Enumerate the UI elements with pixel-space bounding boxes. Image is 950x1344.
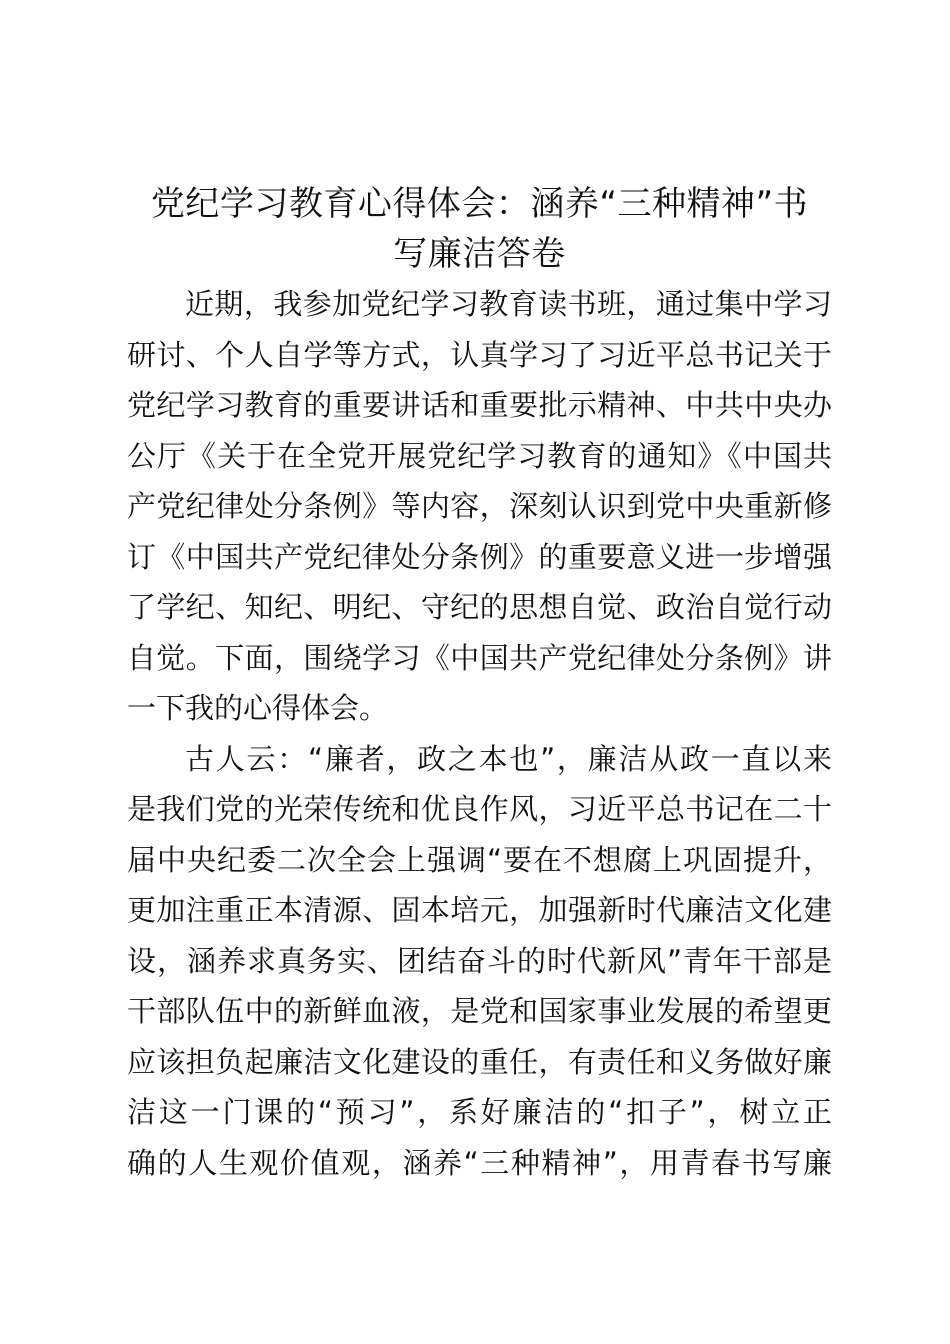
paragraph-line: 了学纪、知纪、明纪、守纪的思想自觉、政治自觉行动	[127, 590, 832, 624]
paragraph-line: 一下我的心得体会。	[127, 691, 389, 725]
paragraph-line: 洁这一门课的“预习”，系好廉洁的“扣子”，树立正	[127, 1095, 832, 1129]
paragraph-line: 近期，我参加党纪学习教育读书班，通过集中学习	[185, 287, 832, 321]
paragraph-line: 订《中国共产党纪律处分条例》的重要意义进一步增强	[127, 539, 832, 574]
paragraph-intro	[127, 279, 832, 734]
paragraph-line: 设，涵养求真务实、团结奋斗的时代新风”青年干部是	[127, 943, 832, 978]
paragraph-line: 是我们党的光荣传统和优良作风，习近平总书记在二十	[127, 792, 832, 826]
paragraph-line: 党纪学习教育的重要讲话和重要批示精神、中共中央办	[127, 388, 832, 422]
paragraph-line: 应该担负起廉洁文化建设的重任，有责任和义务做好廉	[127, 1044, 832, 1079]
paragraph-line: 届中央纪委二次全会上强调“要在不想腐上巩固提升，	[127, 842, 832, 877]
paragraph-integrity	[127, 734, 832, 1189]
document-body	[127, 179, 832, 1188]
paragraph-line: 古人云：“廉者，政之本也”，廉洁从政一直以来	[185, 741, 832, 776]
paragraph-line: 产党纪律处分条例》等内容，深刻认识到党中央重新修	[127, 489, 832, 523]
paragraph-line: 更加注重正本清源、固本培元，加强新时代廉洁文化建	[127, 893, 832, 927]
document-title	[127, 179, 832, 279]
paragraph-line: 确的人生观价值观，涵养“三种精神”，用青春书写廉	[127, 1145, 832, 1180]
paragraph-line: 干部队伍中的新鲜血液，是党和国家事业发展的希望更	[127, 994, 832, 1028]
paragraph-line: 自觉。下面，围绕学习《中国共产党纪律处分条例》讲	[127, 640, 832, 675]
title-line: 写廉洁答卷	[393, 234, 566, 274]
paragraph-line: 研讨、个人自学等方式，认真学习了习近平总书记关于	[127, 337, 832, 372]
title-line: 党纪学习教育心得体会：涵养“三种精神”书	[150, 184, 809, 224]
paragraph-line: 公厅《关于在全党开展党纪学习教育的通知》《中国共	[127, 438, 832, 473]
